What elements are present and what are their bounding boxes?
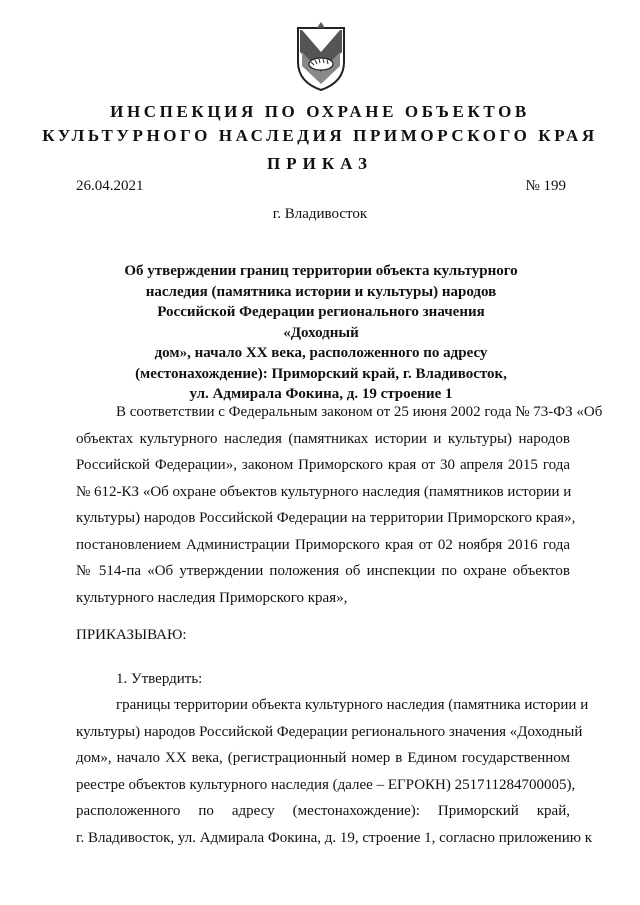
preamble-paragraph <box>76 399 603 611</box>
coat-of-arms-emblem <box>290 22 352 92</box>
preamble-line: Российской Федерации», законом Приморского края от 30 апреля 2015 года <box>76 457 570 473</box>
preamble-line: культуры) народов Российской Федерации на территории Приморского края», <box>76 510 576 526</box>
order-directive: ПРИКАЗЫВАЮ: <box>76 627 187 643</box>
issue-city: г. Владивосток <box>272 206 368 222</box>
order-subject <box>120 261 522 405</box>
order-date: 26.04.2021 <box>76 178 144 194</box>
preamble-line: В соответствии с Федеральным законом от 25 июня 2002 года № 73-ФЗ «Об <box>116 404 603 420</box>
item-1-heading: 1. Утвердить: <box>116 671 203 687</box>
item-1-line: дом», начало XX века, (регистрационный номер в Едином государственном <box>76 750 570 766</box>
order-number: № 199 <box>525 178 566 194</box>
subject-line: дом», начало XX века, расположенного по адресу <box>154 345 488 361</box>
organization-name-line-1: ИНСПЕКЦИЯ ПО ОХРАНЕ ОБЪЕКТОВ <box>110 102 530 121</box>
item-1-line: культуры) народов Российской Федерации регионального значения «Доходный <box>76 723 583 740</box>
item-1-paragraph <box>76 692 593 851</box>
item-1-line: границы территории объекта культурного наследия (памятника истории и <box>116 697 589 713</box>
item-1-line: реестре объектов культурного наследия (далее – ЕГРОКН) 251711284700005), <box>76 776 576 793</box>
preamble-line: № 514-па «Об утверждении положения об инспекции по охране объектов <box>76 563 570 579</box>
preamble-line: объектах культурного наследия (памятниках истории и культуры) народов <box>76 430 570 447</box>
subject-line: наследия (памятника истории и культуры) народов <box>145 283 497 300</box>
item-1-line: расположенного по адресу (местонахождение): Приморский край, <box>76 803 570 819</box>
subject-line: Российской Федерации регионального значения «Доходный <box>157 304 485 341</box>
document-type: ПРИКАЗ <box>267 154 373 173</box>
item-1-line: г. Владивосток, ул. Адмирала Фокина, д. 19, строение 1, согласно приложению к <box>76 829 593 846</box>
preamble-line: № 612-КЗ «Об охране объектов культурного наследия (памятников истории и <box>76 483 572 500</box>
subject-line: ул. Адмирала Фокина, д. 19 строение 1 <box>189 386 453 402</box>
subject-line: Об утверждении границ территории объекта культурного <box>124 263 518 279</box>
organization-name-line-2: КУЛЬТУРНОГО НАСЛЕДИЯ ПРИМОРСКОГО КРАЯ <box>42 126 598 145</box>
preamble-line: культурного наследия Приморского края», <box>76 589 348 606</box>
subject-line: (местонахождение): Приморский край, г. Владивосток, <box>135 365 507 382</box>
preamble-line: постановлением Администрации Приморского края от 02 ноября 2016 года <box>76 536 570 553</box>
